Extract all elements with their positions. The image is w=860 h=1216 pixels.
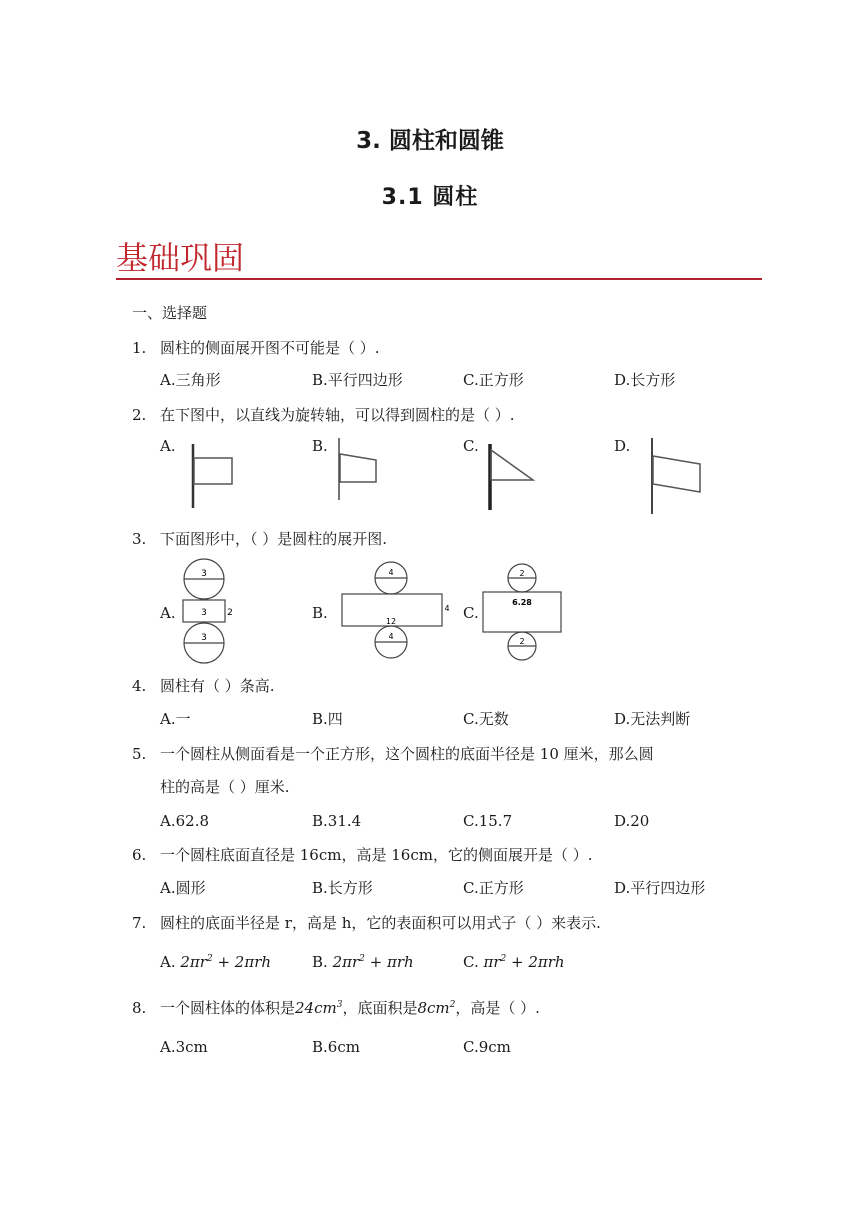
- q8-text-part1: 一个圆柱体的体积是: [160, 999, 296, 1017]
- question-2-text: 在下图中，以直线为旋转轴，可以得到圆柱的是（ ）.: [160, 406, 515, 424]
- question-4-option-b: B.四: [312, 710, 343, 728]
- q3b-side-label: 4: [444, 604, 450, 613]
- question-5-number: 5.: [132, 745, 147, 763]
- q8-text-part2: ，底面积是: [342, 999, 418, 1017]
- question-4-number: 4.: [132, 677, 147, 695]
- q3b-top-label: 4: [388, 568, 394, 577]
- question-7-text: 圆柱的底面半径是 r，高是 h，它的表面积可以用式子（ ）来表示.: [160, 914, 601, 932]
- question-4-text: 圆柱有（ ）条高.: [160, 677, 275, 695]
- question-4-option-c: C.无数: [463, 710, 509, 728]
- q7-option-c-letter: C.: [463, 953, 479, 971]
- q8-volume-exponent: 3: [336, 1000, 343, 1010]
- q3b-rect-label: 12: [385, 617, 397, 626]
- part-heading: 一、选择题: [132, 304, 208, 322]
- q7-option-a-letter: A.: [160, 953, 176, 971]
- q7-option-c-formula: $\pi r^2 + 2\pi rh$: [478, 953, 565, 971]
- question-1-option-a: A.三角形: [160, 371, 221, 389]
- question-3-option-a: A.: [160, 604, 176, 622]
- q2-figure-c: [483, 440, 543, 514]
- question-7-option-b: [312, 952, 414, 972]
- question-6-option-d: D.平行四边形: [614, 879, 706, 897]
- q3a-bottom-label: 3: [201, 633, 207, 643]
- q3a-top-label: 3: [201, 569, 207, 579]
- q8-volume-value: 24cm: [295, 999, 337, 1017]
- q2-figure-d: [644, 436, 708, 516]
- banner-label: 基础巩固: [116, 239, 245, 277]
- question-5-option-a: A.62.8: [160, 812, 209, 830]
- question-1-option-b: B.平行四边形: [312, 371, 403, 389]
- q3c-rect-label: 6.28: [512, 598, 532, 607]
- question-7-number: 7.: [132, 914, 147, 932]
- chapter-title: 3. 圆柱和圆锥: [356, 128, 504, 154]
- question-8-option-b: B.6cm: [312, 1038, 360, 1056]
- q2-figure-a: [185, 440, 245, 512]
- question-6-text: 一个圆柱底面直径是 16cm，高是 16cm，它的侧面展开是（ ）.: [160, 846, 593, 864]
- question-8-option-c: C.9cm: [463, 1038, 511, 1056]
- q3a-side-label: 2: [227, 608, 233, 618]
- question-3-option-c: C.: [463, 604, 479, 622]
- q3-net-a: [176, 558, 236, 666]
- q8-text-part3: ，高是（ ）.: [455, 999, 540, 1017]
- section-title: 3.1 圆柱: [381, 185, 479, 210]
- q7-option-a-formula: $2\pi r^2 + 2\pi rh$: [175, 953, 272, 971]
- q8-area: [417, 999, 455, 1017]
- question-1-option-c: C.正方形: [463, 371, 524, 389]
- section-banner: [116, 240, 762, 280]
- question-2-number: 2.: [132, 406, 147, 424]
- question-5-option-c: C.15.7: [463, 812, 513, 830]
- q3c-bottom-label: 2: [519, 637, 525, 646]
- question-2-option-b: B.: [312, 437, 328, 455]
- question-2-option-c: C.: [463, 437, 479, 455]
- question-6-option-a: A.圆形: [160, 879, 206, 897]
- question-3-number: 3.: [132, 530, 147, 548]
- q2-figure-b: [332, 436, 392, 504]
- question-6-option-c: C.正方形: [463, 879, 524, 897]
- q7-option-b-formula: $2\pi r^2 + \pi rh$: [327, 953, 414, 971]
- q3a-rect-label: 3: [201, 608, 207, 618]
- question-8-option-a: A.3cm: [160, 1038, 208, 1056]
- question-2-option-a: A.: [160, 437, 176, 455]
- q3-net-b: [334, 560, 454, 664]
- question-5-option-b: B.31.4: [312, 812, 362, 830]
- question-4-option-a: A.一: [160, 710, 191, 728]
- question-1-text: 圆柱的侧面展开图不可能是（ ）.: [160, 339, 380, 357]
- q8-area-exponent: 2: [449, 1000, 456, 1010]
- question-2-option-d: D.: [614, 437, 631, 455]
- question-5-option-d: D.20: [614, 812, 650, 830]
- question-6-number: 6.: [132, 846, 147, 864]
- question-7-option-c: [463, 952, 565, 972]
- question-8-number: 8.: [132, 999, 147, 1017]
- question-5-text-line1: 一个圆柱从侧面看是一个正方形，这个圆柱的底面半径是 10 厘米，那么圆: [160, 745, 654, 763]
- question-7-option-a: [160, 952, 271, 972]
- question-6-option-b: B.长方形: [312, 879, 373, 897]
- question-1-option-d: D.长方形: [614, 371, 676, 389]
- question-4-option-d: D.无法判断: [614, 710, 691, 728]
- question-3-option-b: B.: [312, 604, 328, 622]
- question-3-text: 下面图形中，（ ）是圆柱的展开图.: [160, 530, 388, 548]
- q8-area-value: 8cm: [417, 999, 450, 1017]
- question-5-text-line2: 柱的高是（ ）厘米.: [160, 778, 290, 796]
- question-8-text: [160, 998, 540, 1018]
- q3c-top-label: 2: [519, 569, 525, 578]
- q3b-bottom-label: 4: [388, 632, 394, 641]
- q7-option-b-letter: B.: [312, 953, 328, 971]
- q8-volume: [295, 999, 342, 1017]
- q3-net-c: [478, 562, 570, 662]
- question-1-number: 1.: [132, 339, 147, 357]
